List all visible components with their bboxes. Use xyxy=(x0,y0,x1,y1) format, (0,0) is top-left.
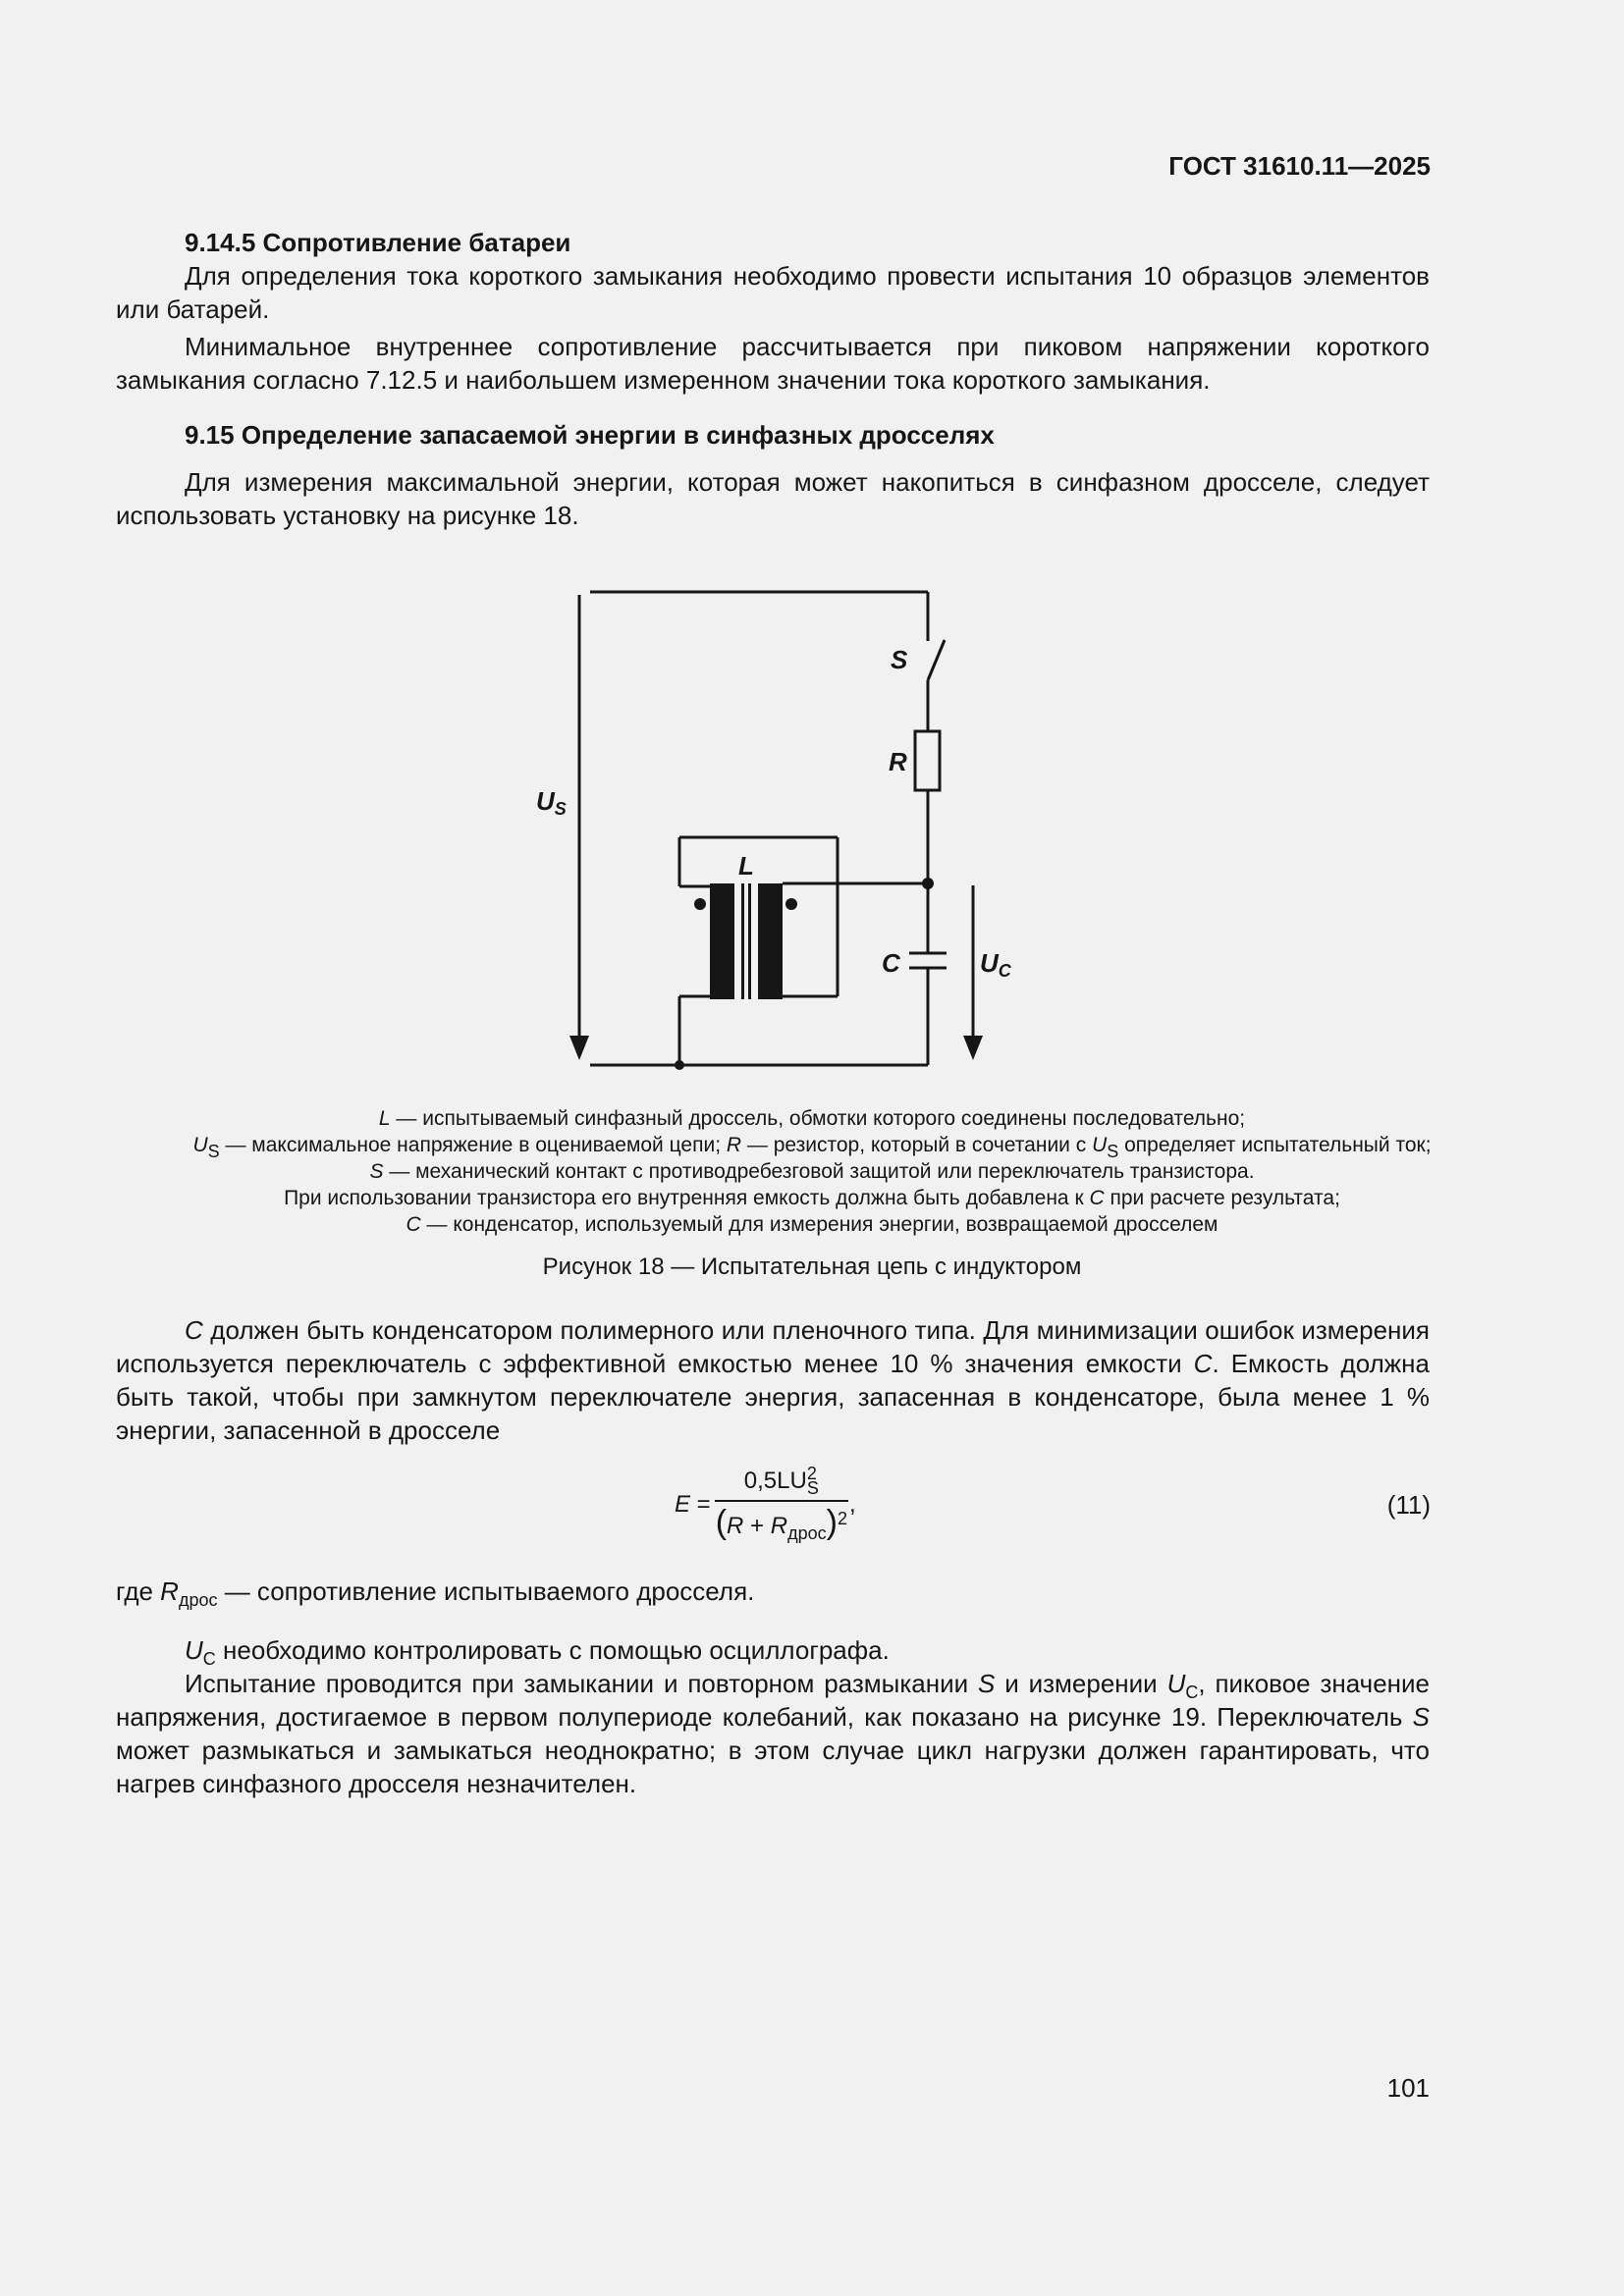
paragraph: Минимальное внутреннее сопротивление рассчитывается при пиковом напряжении короткого замыкания согласно 7.12.5 и наибольшем измеренном значении тока короткого замыкания. xyxy=(116,332,1430,395)
paragraph: Для измерения максимальной энергии, которая может накопиться в синфазном дросселе, следует использовать установку на рисунке 18. xyxy=(116,467,1430,530)
paragraph: Для определения тока короткого замыкания необходимо провести испытания 10 образцов элементов или батарей. xyxy=(116,261,1430,324)
key-line: При использовании транзистора его внутренняя емкость должна быть добавлена к C при расчете результата; xyxy=(284,1187,1340,1209)
text-block-bottom xyxy=(116,1575,1430,1800)
figure-title: Рисунок 18 — Испытательная цепь с индуктором xyxy=(542,1254,1082,1280)
label-r: R xyxy=(889,747,907,776)
choke-winding-right xyxy=(758,883,783,999)
paragraph: Испытание проводится при замыкании и повторном размыкании S и измерении $U_C$, пиковое значение напряжения, достигаемое в первом полупериоде колебаний, как показано на рисунке 19. Переключатель S может размыкаться и замыкаться неоднократно; в этом случае цикл нагрузки должен гарантировать, что нагрев синфазного дросселя незначителен. xyxy=(116,1669,1430,1798)
choke-core xyxy=(748,883,751,999)
us-arrowhead xyxy=(569,1036,589,1060)
label-c: C xyxy=(882,948,900,978)
polarity-dot xyxy=(785,898,797,910)
equation-number: (11) xyxy=(1386,1490,1431,1520)
polarity-dot xyxy=(694,898,706,910)
figure-key xyxy=(79,1105,1545,1238)
junction-dot xyxy=(922,878,934,889)
paragraph: $U_C$ необходимо контролировать с помощью осциллографа. xyxy=(185,1635,890,1669)
junction-dot xyxy=(675,1060,684,1070)
text-block-middle xyxy=(116,1313,1430,1447)
resistor-r xyxy=(915,731,940,790)
key-line: $U_S$ — максимальное напряжение в оцениваемой цепи; R — резистор, который в сочетании с $U_S$ определяет испытательный ток; xyxy=(192,1134,1432,1161)
key-line: L — испытываемый синфазный дроссель, обмотки которого соединены последовательно; xyxy=(378,1107,1246,1130)
choke-winding-left xyxy=(710,883,734,999)
page-number: 101 xyxy=(1386,2073,1430,2103)
label-us: US xyxy=(536,786,567,819)
label-s: S xyxy=(891,645,908,674)
paragraph-where: где $R_{дрос}$ — сопротивление испытываемого дросселя. xyxy=(116,1576,755,1610)
formula-11: E = $0,5LU^2_S$ , $(R + R_{дрос})^2$ xyxy=(675,1464,856,1543)
section-heading-9-15: 9.15 Определение запасаемой энергии в синфазных дросселях xyxy=(185,420,995,450)
switch-s xyxy=(928,640,945,680)
choke-core xyxy=(741,883,744,999)
uc-arrowhead xyxy=(963,1036,983,1060)
key-line: S — механический контакт с противодребезговой защитой или переключатель транзистора. xyxy=(369,1160,1255,1183)
key-line: C — конденсатор, используемый для измерения энергии, возвращаемой дросселем xyxy=(406,1213,1218,1236)
label-l: L xyxy=(738,851,754,881)
document-id-header: ГОСТ 31610.11—2025 xyxy=(1168,151,1431,181)
paragraph: C должен быть конденсатором полимерного или пленочного типа. Для минимизации ошибок измерения используется переключатель с эффективной емкостью менее 10 % значения емкости C. Емкость должна быть такой, чтобы при замкнутом переключателе энергия, запасенная в конденсаторе, была менее 1 % энергии, запасенной в дросселе xyxy=(116,1315,1430,1445)
label-uc: UC xyxy=(980,948,1011,981)
section-heading-9-14-5: 9.14.5 Сопротивление батареи xyxy=(185,228,571,257)
